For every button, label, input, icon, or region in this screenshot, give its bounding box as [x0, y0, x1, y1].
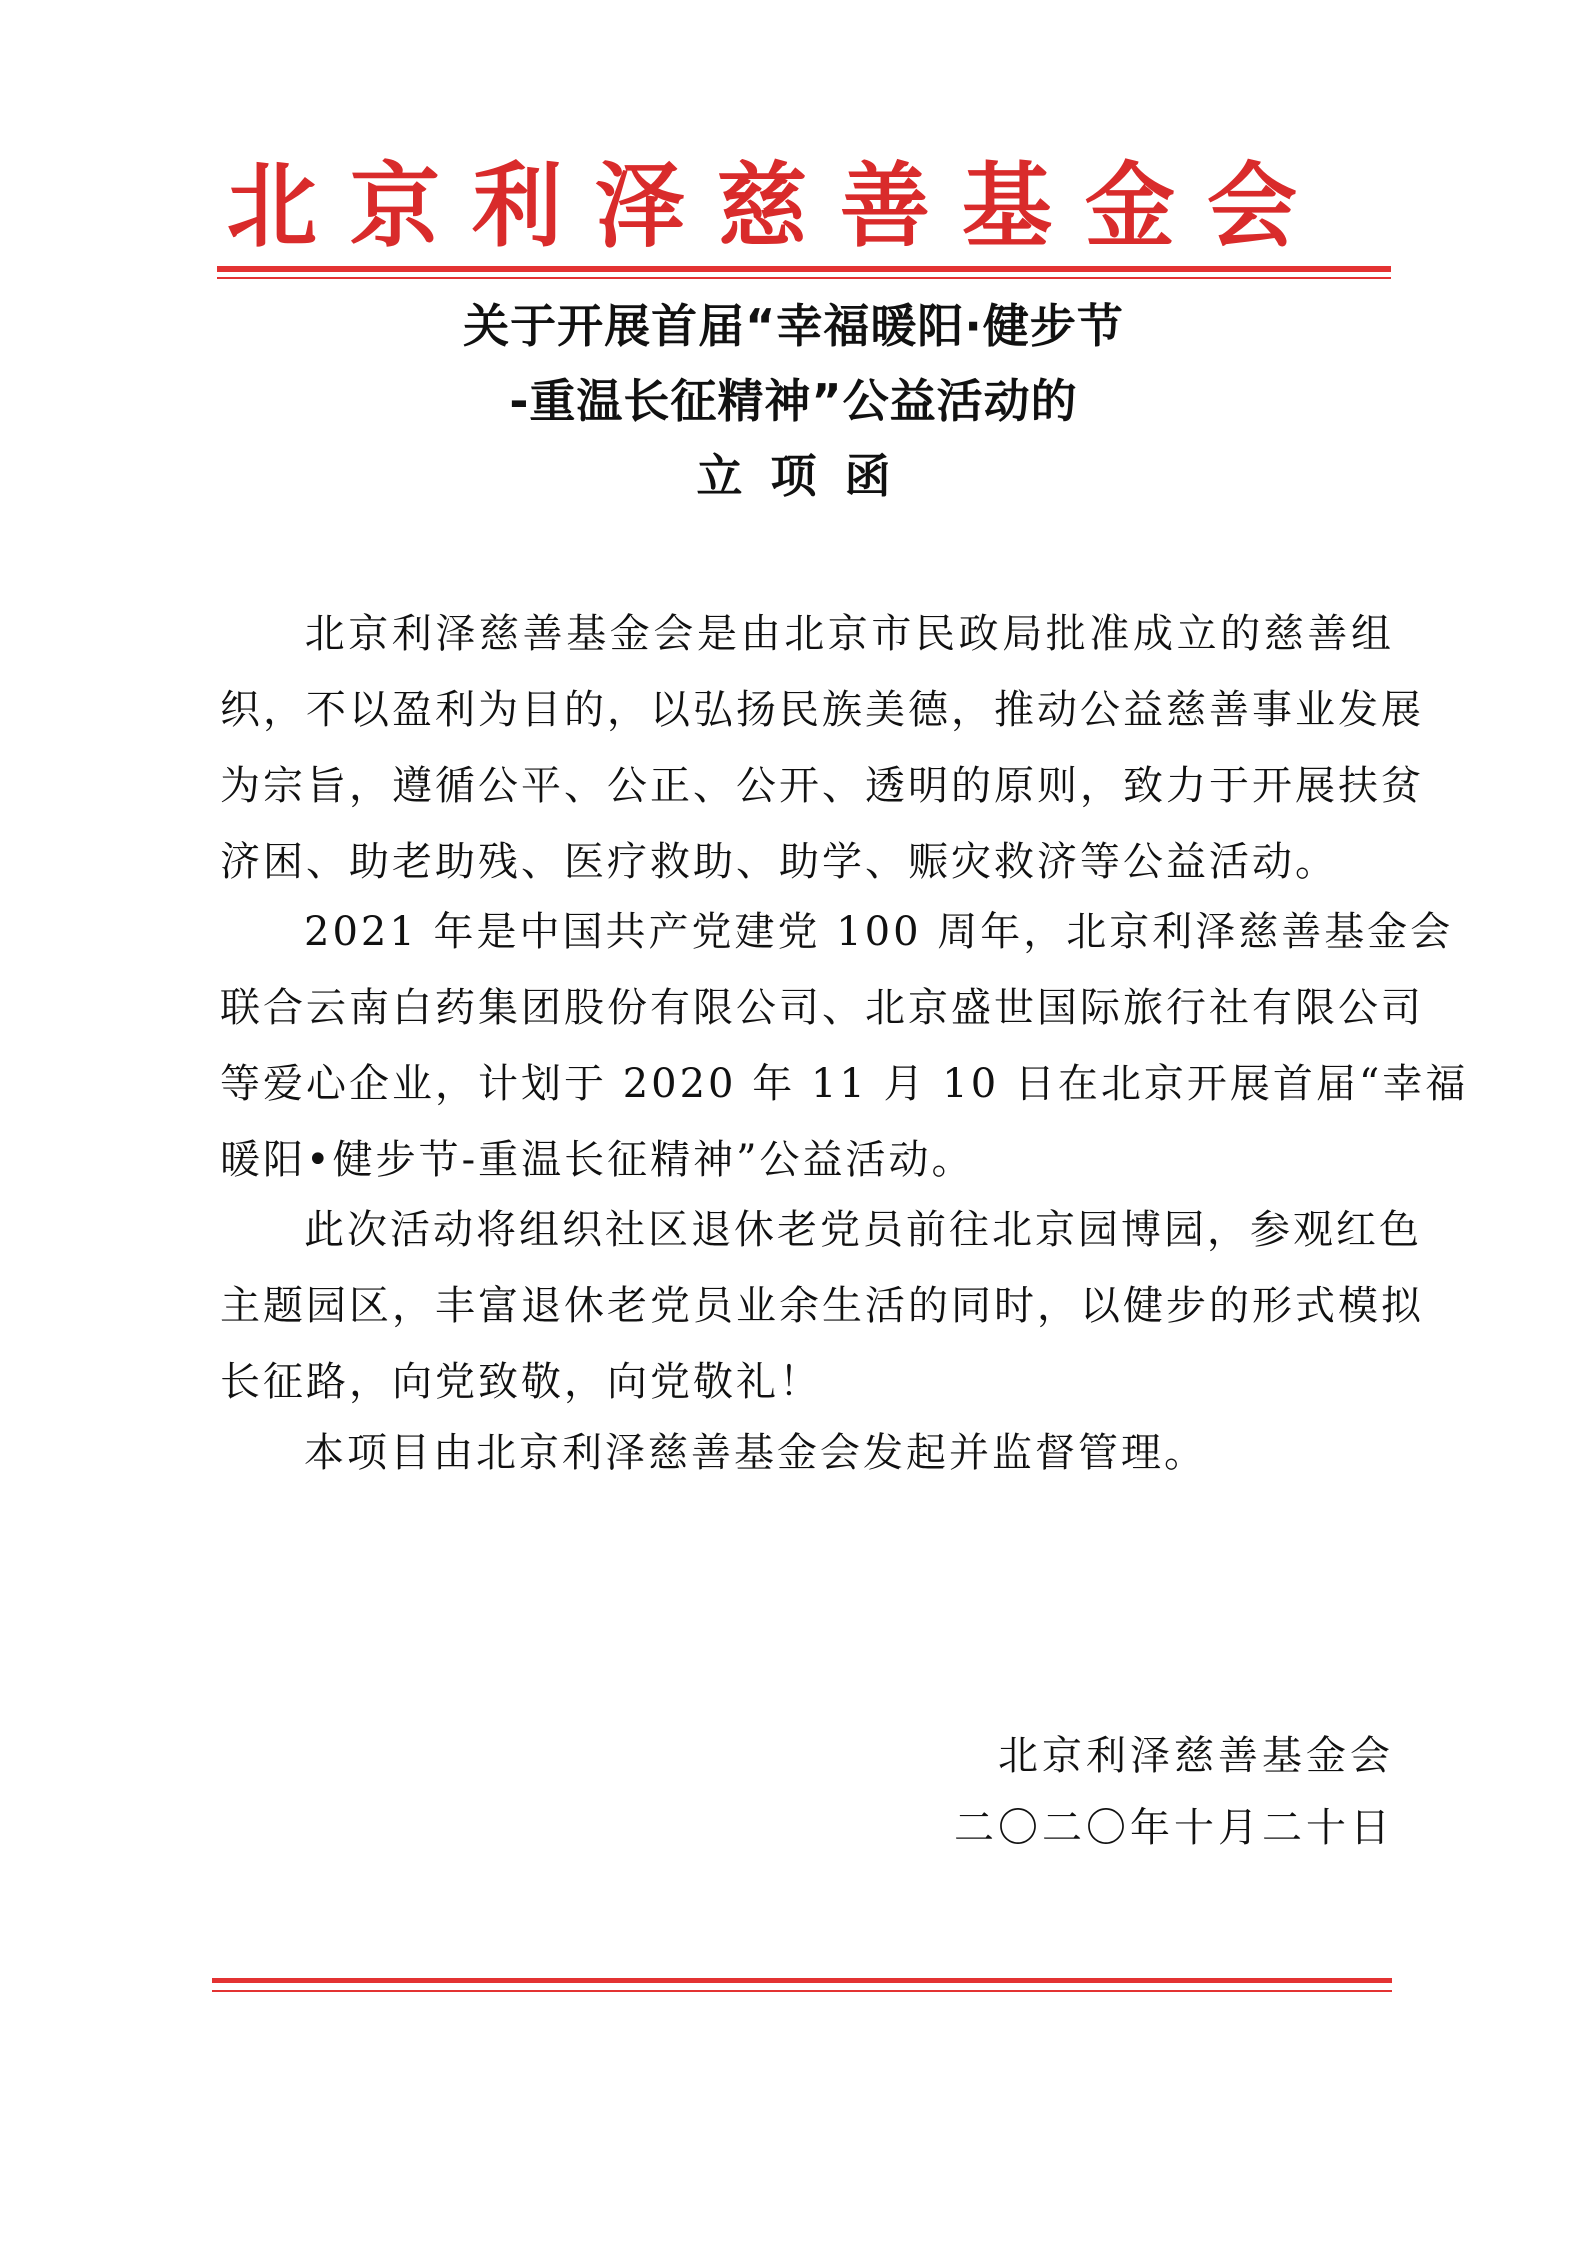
- paragraph-activity-description: [220, 1192, 1424, 1420]
- document-title-line-1: 关于开展首届“幸福暖阳·健步节: [463, 299, 1124, 353]
- paragraph-text: 此次活动将组织社区退休老党员前往北京园博园，参观红色: [304, 1207, 1422, 1253]
- paragraph-line: 等爱心企业，计划于 2020 年 11 月 10 日在北京开展首届“幸福: [220, 1061, 1469, 1107]
- paragraph-line: [220, 1415, 1394, 1491]
- signature-date: 二〇二〇年十月二十日: [954, 1805, 1394, 1851]
- paragraph-line: 济困、助老助残、医疗救助、助学、赈灾救济等公益活动。: [220, 839, 1338, 885]
- letterhead-rule-thick: [217, 266, 1391, 272]
- letterhead-title: [217, 152, 1307, 262]
- letterhead-char: 善: [839, 153, 930, 260]
- footer-rule-thin: [212, 1990, 1392, 1992]
- paragraph-line: 联合云南白药集团股份有限公司、北京盛世国际旅行社有限公司: [220, 985, 1424, 1031]
- letterhead-char: 利: [471, 153, 563, 260]
- paragraph-line: [220, 1192, 1422, 1268]
- paragraph-project-management: [220, 1415, 1394, 1491]
- letterhead-char: 金: [1084, 153, 1175, 260]
- paragraph-line: 织，不以盈利为目的，以弘扬民族美德，推动公益慈善事业发展: [220, 687, 1424, 733]
- letterhead-char: 京: [349, 153, 440, 260]
- document-title-line-3: 立项函: [696, 449, 919, 503]
- paragraph-text: 本项目由北京利泽慈善基金会发起并监督管理。: [304, 1430, 1207, 1476]
- document-title-line-2: -重温长征精神”公益活动的: [509, 374, 1078, 428]
- paragraph-line: 为宗旨，遵循公平、公正、公开、透明的原则，致力于开展扶贫: [220, 763, 1424, 809]
- letterhead-char: 北: [226, 153, 318, 260]
- paragraph-line: [220, 596, 1394, 672]
- signature-organization: 北京利泽慈善基金会: [998, 1733, 1394, 1779]
- paragraph-line: 暖阳•健步节-重温长征精神”公益活动。: [220, 1137, 975, 1183]
- letterhead-rule-thin: [217, 277, 1391, 279]
- paragraph-line: 长征路，向党致敬，向党敬礼！: [220, 1359, 822, 1405]
- paragraph-line: 主题园区，丰富退休老党员业余生活的同时，以健步的形式模拟: [220, 1283, 1424, 1329]
- paragraph-text: 2021 年是中国共产党建党 100 周年，北京利泽慈善基金会: [304, 909, 1454, 955]
- paragraph-line: [220, 894, 1454, 970]
- letterhead-char: 泽: [594, 153, 685, 260]
- footer-rule-thick: [212, 1978, 1392, 1983]
- letterhead-char: 基: [961, 153, 1053, 260]
- paragraph-event-plan: [220, 894, 1469, 1198]
- letterhead-char: 会: [1206, 153, 1298, 260]
- paragraph-foundation-intro: [220, 596, 1424, 900]
- paragraph-text: 北京利泽慈善基金会是由北京市民政局批准成立的慈善组: [304, 611, 1394, 657]
- letterhead-char: 慈: [716, 153, 808, 260]
